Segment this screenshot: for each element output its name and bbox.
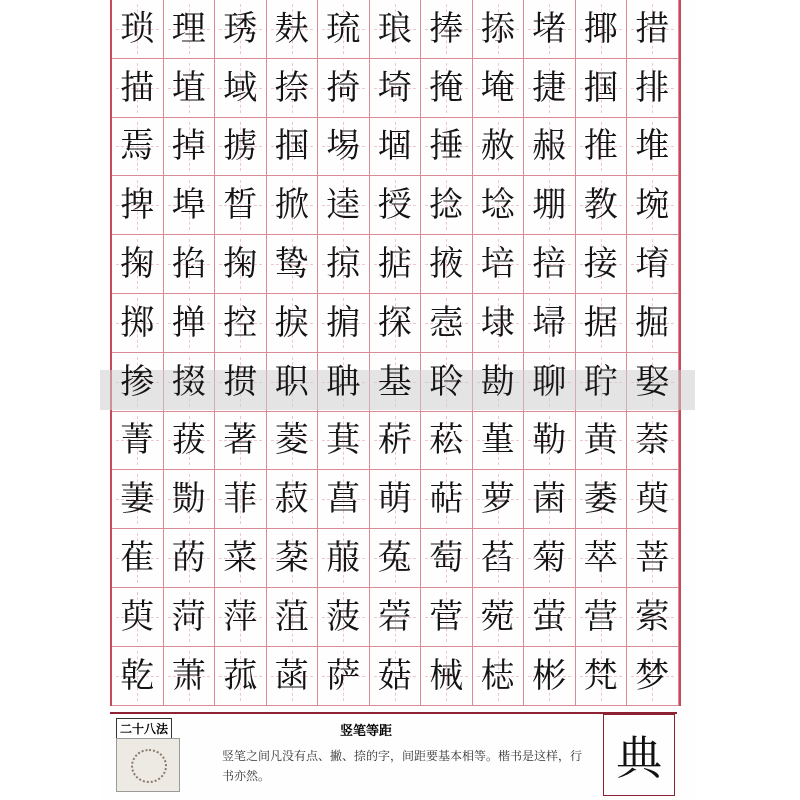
character-glyph: 萁 bbox=[326, 420, 361, 461]
character-glyph: 理 bbox=[171, 8, 206, 49]
character-glyph: 措 bbox=[635, 8, 670, 49]
character-cell bbox=[164, 412, 216, 471]
character-cell bbox=[370, 0, 422, 59]
character-glyph: 菽 bbox=[274, 479, 309, 520]
character-glyph: 排 bbox=[635, 67, 670, 108]
character-cell bbox=[370, 647, 422, 706]
character-cell bbox=[473, 176, 525, 235]
character-cell bbox=[112, 235, 164, 294]
character-glyph: 菲 bbox=[223, 479, 258, 520]
character-cell bbox=[421, 647, 473, 706]
character-glyph: 掮 bbox=[326, 302, 361, 343]
character-cell bbox=[164, 59, 216, 118]
character-glyph: 埸 bbox=[326, 126, 361, 167]
character-cell bbox=[112, 59, 164, 118]
character-cell bbox=[473, 647, 525, 706]
character-glyph: 鸷 bbox=[274, 244, 309, 285]
character-cell bbox=[370, 235, 422, 294]
character-cell bbox=[215, 588, 267, 647]
character-glyph: 萋 bbox=[120, 479, 155, 520]
character-glyph: 萑 bbox=[120, 538, 155, 579]
character-cell bbox=[267, 235, 319, 294]
character-glyph: 掉 bbox=[171, 126, 206, 167]
character-cell bbox=[112, 529, 164, 588]
character-cell bbox=[627, 176, 679, 235]
character-cell bbox=[215, 235, 267, 294]
character-glyph: 掺 bbox=[120, 361, 155, 402]
character-cell bbox=[473, 235, 525, 294]
character-glyph: 埽 bbox=[532, 302, 567, 343]
character-glyph: 埝 bbox=[480, 185, 515, 226]
character-cell bbox=[112, 294, 164, 353]
character-cell bbox=[576, 412, 628, 471]
character-cell bbox=[267, 647, 319, 706]
character-cell bbox=[164, 235, 216, 294]
character-cell bbox=[524, 59, 576, 118]
character-glyph: 埦 bbox=[635, 185, 670, 226]
character-cell bbox=[421, 294, 473, 353]
character-glyph: 菇 bbox=[377, 655, 412, 696]
character-glyph: 聃 bbox=[326, 361, 361, 402]
character-glyph: 菌 bbox=[532, 479, 567, 520]
character-cell bbox=[370, 294, 422, 353]
character-glyph: 萜 bbox=[429, 479, 464, 520]
character-glyph: 梽 bbox=[480, 655, 515, 696]
character-cell bbox=[473, 59, 525, 118]
character-cell bbox=[473, 412, 525, 471]
character-glyph: 棻 bbox=[274, 538, 309, 579]
character-glyph: 萨 bbox=[326, 655, 361, 696]
character-glyph: 捷 bbox=[532, 67, 567, 108]
character-cell bbox=[524, 235, 576, 294]
character-cell bbox=[318, 294, 370, 353]
character-cell bbox=[576, 118, 628, 177]
character-cell bbox=[627, 59, 679, 118]
character-glyph: 菥 bbox=[377, 420, 412, 461]
character-glyph: 捺 bbox=[274, 67, 309, 108]
character-cell bbox=[524, 0, 576, 59]
character-cell bbox=[267, 412, 319, 471]
character-cell bbox=[215, 118, 267, 177]
character-glyph: 掩 bbox=[429, 67, 464, 108]
character-cell bbox=[370, 529, 422, 588]
character-cell bbox=[215, 412, 267, 471]
character-glyph: 逵 bbox=[326, 185, 361, 226]
character-glyph: 勚 bbox=[171, 479, 206, 520]
character-glyph: 萧 bbox=[171, 655, 206, 696]
character-cell bbox=[318, 412, 370, 471]
character-glyph: 埴 bbox=[171, 67, 206, 108]
character-glyph: 萍 bbox=[223, 596, 258, 637]
character-cell bbox=[421, 118, 473, 177]
character-glyph: 梦 bbox=[635, 655, 670, 696]
character-cell bbox=[215, 529, 267, 588]
character-cell bbox=[215, 647, 267, 706]
character-glyph: 埭 bbox=[480, 302, 515, 343]
character-cell bbox=[267, 470, 319, 529]
character-glyph: 掊 bbox=[532, 244, 567, 285]
character-glyph: 菹 bbox=[274, 596, 309, 637]
character-glyph: 掳 bbox=[223, 126, 258, 167]
character-glyph: 琇 bbox=[223, 8, 258, 49]
character-cell bbox=[421, 235, 473, 294]
character-glyph: 菔 bbox=[326, 538, 361, 579]
footer-title: 竖笔等距 bbox=[340, 724, 393, 739]
character-glyph: 乾 bbox=[120, 655, 155, 696]
character-glyph: 掴 bbox=[583, 67, 618, 108]
character-cell bbox=[421, 176, 473, 235]
character-glyph: 职 bbox=[274, 361, 309, 402]
character-glyph: 萏 bbox=[480, 538, 515, 579]
character-glyph: 萝 bbox=[480, 479, 515, 520]
character-glyph: 菖 bbox=[326, 479, 361, 520]
character-cell bbox=[164, 529, 216, 588]
character-glyph: 琅 bbox=[377, 8, 412, 49]
character-cell bbox=[627, 470, 679, 529]
character-cell bbox=[370, 118, 422, 177]
character-cell bbox=[112, 470, 164, 529]
character-glyph: 堵 bbox=[532, 8, 567, 49]
character-cell bbox=[318, 59, 370, 118]
character-grid bbox=[110, 0, 681, 706]
character-cell bbox=[318, 176, 370, 235]
footer-panel bbox=[110, 712, 677, 796]
character-glyph: 勒 bbox=[532, 420, 567, 461]
character-cell bbox=[112, 647, 164, 706]
character-cell bbox=[370, 588, 422, 647]
character-glyph: 据 bbox=[583, 302, 618, 343]
character-cell bbox=[318, 470, 370, 529]
character-glyph: 聍 bbox=[583, 361, 618, 402]
character-glyph: 掷 bbox=[120, 302, 155, 343]
character-glyph: 掬 bbox=[120, 244, 155, 285]
character-cell bbox=[576, 647, 628, 706]
character-glyph: 萸 bbox=[120, 596, 155, 637]
character-cell bbox=[267, 176, 319, 235]
character-cell bbox=[627, 235, 679, 294]
character-glyph: 堉 bbox=[635, 244, 670, 285]
character-cell bbox=[421, 470, 473, 529]
character-glyph: 聆 bbox=[429, 361, 464, 402]
character-cell bbox=[524, 588, 576, 647]
character-glyph: 捩 bbox=[274, 302, 309, 343]
character-glyph: 描 bbox=[120, 67, 155, 108]
character-cell bbox=[473, 588, 525, 647]
character-glyph: 萄 bbox=[429, 538, 464, 579]
character-glyph: 堆 bbox=[635, 126, 670, 167]
character-cell bbox=[473, 118, 525, 177]
character-cell bbox=[164, 588, 216, 647]
character-glyph: 营 bbox=[583, 596, 618, 637]
character-glyph: 掼 bbox=[223, 361, 258, 402]
character-cell bbox=[318, 118, 370, 177]
character-cell bbox=[112, 412, 164, 471]
character-cell bbox=[524, 647, 576, 706]
character-glyph: 菏 bbox=[171, 596, 206, 637]
character-cell bbox=[524, 118, 576, 177]
character-cell bbox=[164, 294, 216, 353]
character-cell bbox=[370, 59, 422, 118]
character-cell bbox=[164, 647, 216, 706]
character-glyph: 著 bbox=[223, 420, 258, 461]
character-cell bbox=[370, 470, 422, 529]
character-cell bbox=[473, 294, 525, 353]
character-glyph: 麸 bbox=[274, 8, 309, 49]
character-cell bbox=[627, 0, 679, 59]
character-cell bbox=[421, 588, 473, 647]
character-cell bbox=[215, 294, 267, 353]
character-glyph: 械 bbox=[429, 655, 464, 696]
character-glyph: 菪 bbox=[377, 596, 412, 637]
character-cell bbox=[627, 588, 679, 647]
character-glyph: 掘 bbox=[635, 302, 670, 343]
example-character: 典 bbox=[616, 731, 662, 785]
character-cell bbox=[215, 0, 267, 59]
character-cell bbox=[421, 59, 473, 118]
character-cell bbox=[524, 470, 576, 529]
character-cell bbox=[215, 59, 267, 118]
character-cell bbox=[473, 529, 525, 588]
character-glyph: 萌 bbox=[377, 479, 412, 520]
character-glyph: 晳 bbox=[223, 185, 258, 226]
character-cell bbox=[524, 412, 576, 471]
character-cell bbox=[421, 412, 473, 471]
character-glyph: 域 bbox=[223, 67, 258, 108]
character-cell bbox=[627, 118, 679, 177]
character-cell bbox=[576, 235, 628, 294]
character-glyph: 授 bbox=[377, 185, 412, 226]
character-cell bbox=[164, 176, 216, 235]
character-cell bbox=[576, 294, 628, 353]
character-cell bbox=[370, 412, 422, 471]
character-glyph: 萎 bbox=[583, 479, 618, 520]
seal-illustration bbox=[116, 738, 180, 792]
character-cell bbox=[215, 470, 267, 529]
character-glyph: 菊 bbox=[532, 538, 567, 579]
character-glyph: 推 bbox=[583, 126, 618, 167]
character-glyph: 菱 bbox=[274, 420, 309, 461]
character-cell bbox=[318, 588, 370, 647]
character-glyph: 菀 bbox=[480, 596, 515, 637]
character-cell bbox=[318, 647, 370, 706]
character-glyph: 教 bbox=[583, 185, 618, 226]
character-cell bbox=[112, 0, 164, 59]
character-cell bbox=[215, 176, 267, 235]
character-glyph: 捻 bbox=[429, 185, 464, 226]
character-glyph: 赦 bbox=[480, 126, 515, 167]
character-cell bbox=[164, 118, 216, 177]
character-glyph: 彬 bbox=[532, 655, 567, 696]
character-glyph: 勘 bbox=[480, 361, 515, 402]
character-cell bbox=[164, 0, 216, 59]
character-glyph: 黄 bbox=[583, 420, 618, 461]
character-cell bbox=[267, 0, 319, 59]
character-cell bbox=[627, 412, 679, 471]
character-glyph: 埯 bbox=[480, 67, 515, 108]
character-cell bbox=[576, 470, 628, 529]
character-glyph: 赧 bbox=[532, 126, 567, 167]
character-glyph: 揶 bbox=[583, 8, 618, 49]
character-cell bbox=[267, 59, 319, 118]
character-cell bbox=[627, 647, 679, 706]
character-cell bbox=[112, 176, 164, 235]
character-glyph: 菰 bbox=[223, 655, 258, 696]
character-cell bbox=[267, 529, 319, 588]
character-glyph: 掖 bbox=[429, 244, 464, 285]
character-cell bbox=[473, 0, 525, 59]
character-glyph: 堇 bbox=[480, 420, 515, 461]
character-glyph: 堋 bbox=[532, 185, 567, 226]
character-cell bbox=[421, 0, 473, 59]
character-glyph: 掭 bbox=[480, 8, 515, 49]
character-cell bbox=[524, 529, 576, 588]
character-cell bbox=[421, 529, 473, 588]
character-glyph: 堌 bbox=[377, 126, 412, 167]
character-cell bbox=[112, 118, 164, 177]
method-label: 二十八法 bbox=[116, 718, 172, 739]
character-glyph: 琐 bbox=[120, 8, 155, 49]
character-glyph: 掠 bbox=[326, 244, 361, 285]
character-glyph: 掂 bbox=[377, 244, 412, 285]
character-glyph: 梵 bbox=[583, 655, 618, 696]
footer-text: 竖笔之间凡没有点、撇、捺的字，间距要基本相等。楷书是这样，行书亦然。 bbox=[222, 749, 583, 783]
character-cell bbox=[576, 529, 628, 588]
character-glyph: 接 bbox=[583, 244, 618, 285]
footer-divider bbox=[110, 712, 677, 714]
character-glyph: 掸 bbox=[171, 302, 206, 343]
character-glyph: 捧 bbox=[429, 8, 464, 49]
character-glyph: 掴 bbox=[274, 126, 309, 167]
character-glyph: 基 bbox=[377, 361, 412, 402]
character-glyph: 菘 bbox=[429, 420, 464, 461]
character-cell bbox=[267, 294, 319, 353]
character-glyph: 萃 bbox=[583, 538, 618, 579]
character-cell bbox=[627, 294, 679, 353]
character-glyph: 掎 bbox=[326, 67, 361, 108]
character-glyph: 萦 bbox=[635, 596, 670, 637]
character-glyph: 萸 bbox=[635, 479, 670, 520]
character-glyph: 焉 bbox=[120, 126, 155, 167]
character-cell bbox=[318, 529, 370, 588]
character-glyph: 掐 bbox=[171, 244, 206, 285]
character-glyph: 娶 bbox=[635, 361, 670, 402]
character-glyph: 掀 bbox=[274, 185, 309, 226]
character-cell bbox=[473, 470, 525, 529]
character-cell bbox=[627, 529, 679, 588]
character-glyph: 埼 bbox=[377, 67, 412, 108]
character-cell bbox=[576, 0, 628, 59]
character-glyph: 菂 bbox=[171, 538, 206, 579]
character-cell bbox=[318, 0, 370, 59]
character-cell bbox=[267, 118, 319, 177]
character-cell bbox=[318, 235, 370, 294]
character-glyph: 探 bbox=[377, 302, 412, 343]
character-glyph: 萘 bbox=[635, 420, 670, 461]
character-cell bbox=[164, 470, 216, 529]
character-glyph: 菩 bbox=[635, 538, 670, 579]
character-glyph: 聊 bbox=[532, 361, 567, 402]
character-glyph: 控 bbox=[223, 302, 258, 343]
character-glyph: 菝 bbox=[171, 420, 206, 461]
character-cell bbox=[576, 59, 628, 118]
character-glyph: 掇 bbox=[171, 361, 206, 402]
character-glyph: 掬 bbox=[223, 244, 258, 285]
character-glyph: 捭 bbox=[120, 185, 155, 226]
character-glyph: 培 bbox=[480, 244, 515, 285]
character-cell bbox=[267, 588, 319, 647]
character-glyph: 萤 bbox=[532, 596, 567, 637]
character-glyph: 埠 bbox=[171, 185, 206, 226]
character-glyph: 菠 bbox=[326, 596, 361, 637]
character-glyph: 琉 bbox=[326, 8, 361, 49]
character-cell bbox=[576, 588, 628, 647]
example-box bbox=[603, 714, 675, 796]
character-glyph: 菁 bbox=[120, 420, 155, 461]
character-glyph: 捶 bbox=[429, 126, 464, 167]
character-cell bbox=[370, 176, 422, 235]
character-glyph: 菜 bbox=[223, 538, 258, 579]
character-glyph: 菡 bbox=[274, 655, 309, 696]
character-glyph: 菅 bbox=[429, 596, 464, 637]
character-cell bbox=[112, 588, 164, 647]
character-glyph: 菟 bbox=[377, 538, 412, 579]
character-cell bbox=[524, 294, 576, 353]
character-glyph: 悫 bbox=[429, 302, 464, 343]
character-cell bbox=[576, 176, 628, 235]
character-cell bbox=[524, 176, 576, 235]
